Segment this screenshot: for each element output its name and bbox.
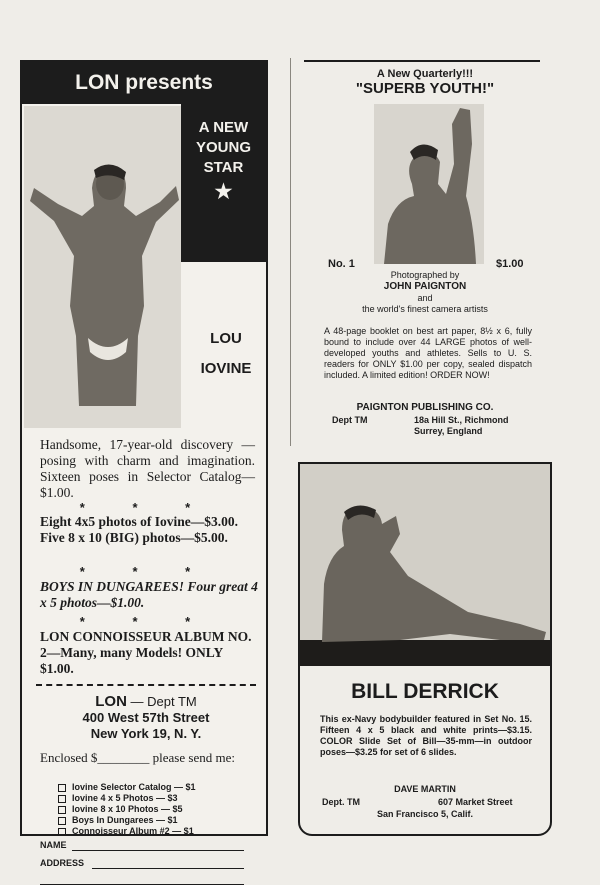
offer-iovine-photos: Eight 4x5 photos of Iovine—$3.00. Five 8 x 10 (BIG) photos—$5.00. [40,514,239,545]
and-text: and [417,293,433,303]
lon-banner: LON presents [22,62,266,104]
lon-street: 400 West 57th Street [82,710,210,725]
model-name [186,324,266,384]
tagline-line-1: A NEW [198,119,249,136]
new-young-star-box [181,104,266,262]
lon-address [22,694,270,742]
lou-iovine-photo [24,106,181,428]
order-item: Connoisseur Album #2 — $1 [58,826,196,837]
superb-youth-title: "SUPERB YOUTH!" [355,80,495,97]
superb-youth-advertisement [290,58,560,448]
bill-derrick-photo [300,464,550,666]
bill-derrick-advertisement [298,462,552,836]
coupon-cut-line [36,684,256,686]
address-line[interactable] [92,868,244,869]
name-line[interactable] [72,850,244,851]
tagline-line-3: STAR [203,159,244,176]
superb-youth-body: A 48-page booklet on best art paper, 8½ x 6, fully bound to include over 44 LARGE photos of well-developed youths and athletes. Sells to U. S. readers for ONLY $1.00 per copy, sealed dispatch included. A limited edition! ORDER NOW! [324,326,532,380]
model-first-name: LOU [210,330,242,347]
camera-artists: the world's finest camera artists [362,304,488,314]
checkbox[interactable] [58,784,66,792]
publisher-city: Surrey, England [414,426,483,436]
lon-company-name: LON [95,693,127,710]
photographed-by: Photographed by [390,270,460,280]
enclosed-line: Enclosed $________ please send me: [40,750,235,765]
seller-city: San Francisco 5, Calif. [376,809,474,819]
offer-connoisseur-album: LON CONNOISSEUR ALBUM NO. 2—Many, many Models! ONLY $1.00. [40,629,252,676]
checkbox[interactable] [58,817,66,825]
star-icon: ★ [214,181,233,203]
top-rule [304,60,540,62]
bill-derrick-title: BILL DERRICK [351,680,499,703]
offer-boys-in-dungarees: BOYS IN DUNGAREES! Four great 4 x 5 photos—$1.00. [40,579,258,610]
order-item: Iovine 4 x 5 Photos — $3 [58,793,196,804]
checkbox[interactable] [58,806,66,814]
lon-city: New York 19, N. Y. [90,726,202,741]
tagline-line-2: YOUNG [195,139,251,156]
order-item: Iovine 8 x 10 Photos — $5 [58,804,196,815]
separator-1: * * * [79,500,213,515]
order-item: Iovine Selector Catalog — $1 [58,782,196,793]
issue-number: No. 1 [328,258,355,270]
publisher-name: PAIGNTON PUBLISHING CO. [356,402,494,413]
publisher-street: 18a Hill St., Richmond [414,415,509,425]
seller-dept: Dept. TM [322,797,360,807]
bill-derrick-body: This ex-Navy bodybuilder featured in Set No. 15. Fifteen 4 x 5 black and white prints—$3.15. COLOR Slide Set of Bill—35-mm—in outdoor poses—$3.25 for set of 6 slides. [320,714,532,757]
lon-advertisement [20,60,268,868]
separator-3: * * * [79,614,213,629]
seller-name: DAVE MARTIN [394,784,456,794]
publisher-dept: Dept TM [332,415,368,425]
model-last-name: IOVINE [200,360,252,377]
checkbox[interactable] [58,828,66,836]
address-label: ADDRESS [40,858,85,868]
model-description: Handsome, 17-year-old discovery —posing with charm and imagination. Sixteen poses in Selector Catalog—$1.00. [40,437,255,500]
seller-street: 607 Market Street [438,797,513,807]
quarterly-kicker: A New Quarterly!!! [376,68,474,80]
column-divider [290,58,291,446]
order-checklist [58,782,196,837]
order-item: Boys In Dungarees — $1 [58,815,196,826]
photographer-name: JOHN PAIGNTON [383,281,467,292]
checkbox[interactable] [58,795,66,803]
lon-dept: — Dept TM [130,694,197,709]
superb-youth-photo [374,104,484,264]
issue-price: $1.00 [496,258,524,270]
separator-2: * * * [79,564,213,579]
name-label: NAME [40,840,67,850]
